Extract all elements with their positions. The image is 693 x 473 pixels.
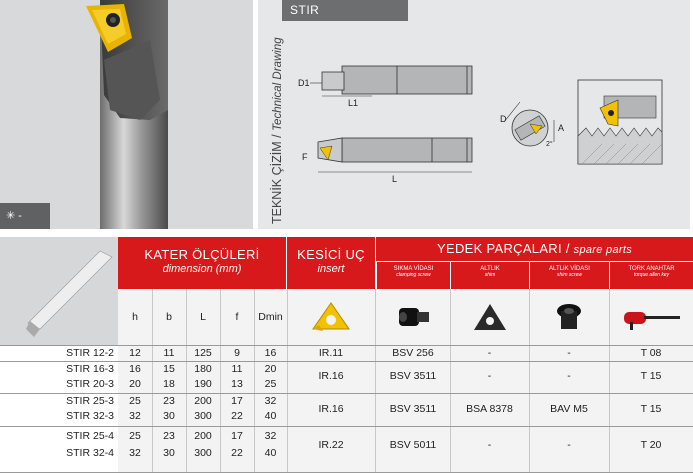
- cell-l: 200: [194, 430, 212, 442]
- col-h: h: [132, 311, 138, 323]
- cell-insert: IR.11: [318, 347, 344, 359]
- cell-b: 23: [163, 430, 175, 442]
- shim-header: ALTLIK shim: [450, 262, 529, 289]
- clamping-screw-icon: [376, 289, 450, 345]
- cell-f: 11: [231, 363, 243, 375]
- cell-l: 125: [194, 347, 212, 359]
- cell-b: 23: [163, 395, 175, 407]
- spark-icon: ✳: [6, 210, 16, 222]
- model-name: STIR 16-3: [66, 363, 114, 375]
- boring-bar-photo: [0, 0, 253, 229]
- technical-drawing-side-label: TEKNİK ÇİZİM / Technical Drawing: [270, 37, 284, 224]
- cell-l: 300: [194, 410, 212, 422]
- cell-dmin: 32: [264, 430, 277, 442]
- label-d: D: [500, 114, 507, 124]
- shim-screw-header: ALTLIK VİDASI shim screw: [529, 262, 609, 289]
- cell-shim-screw: BAV M5: [550, 403, 588, 415]
- cell-h: 32: [129, 447, 141, 459]
- cell-shim: -: [487, 347, 492, 359]
- cell-l: 180: [194, 363, 212, 375]
- cell-h: 20: [129, 378, 141, 390]
- cell-f: 17: [231, 395, 243, 407]
- product-photo: [0, 0, 253, 229]
- cell-key: T 20: [640, 439, 662, 451]
- cell-b: 18: [163, 378, 175, 390]
- cell-l: 300: [194, 447, 212, 459]
- cell-dmin: 25: [264, 378, 277, 390]
- cell-dmin: 40: [264, 447, 277, 459]
- model-name: STIR 25-4: [66, 430, 114, 442]
- cell-shim: -: [487, 439, 492, 451]
- cell-screw: BSV 256: [392, 347, 434, 359]
- cell-insert: IR.22: [318, 439, 344, 451]
- cell-key: T 08: [640, 347, 662, 359]
- cell-h: 16: [129, 363, 141, 375]
- col-dmin: Dmin: [258, 311, 283, 323]
- specification-table: [0, 237, 693, 473]
- cell-shim-screw: -: [567, 347, 571, 359]
- col-b: b: [166, 311, 172, 323]
- label-f: F: [302, 152, 308, 162]
- torque-key-header: TORK ANAHTAR torque allen key: [609, 262, 693, 289]
- col-f: f: [235, 311, 239, 323]
- shim-icon: [450, 289, 529, 345]
- cell-h: 12: [129, 347, 141, 359]
- label-a: A: [558, 123, 565, 133]
- cell-h: 25: [129, 395, 141, 407]
- cell-shim: BSA 8378: [466, 403, 513, 415]
- cell-b: 30: [163, 447, 175, 459]
- cell-key: T 15: [640, 370, 662, 382]
- cell-l: 200: [194, 395, 212, 407]
- cell-b: 15: [163, 363, 175, 375]
- cell-dmin: 40: [264, 410, 277, 422]
- cell-b: 11: [163, 347, 175, 359]
- label-d1: D1: [298, 78, 310, 88]
- insert-header: KESİCİ UÇ insert: [287, 237, 375, 289]
- spare-parts-header: YEDEK PARÇALARI / spare parts: [376, 237, 693, 261]
- cell-dmin: 20: [264, 363, 277, 375]
- cell-f: 9: [234, 347, 240, 359]
- label-l: L: [392, 174, 398, 184]
- technical-drawing-panel: [258, 0, 690, 229]
- cell-shim-screw: -: [567, 439, 571, 451]
- model-name: STIR 12-2: [66, 347, 114, 359]
- cell-screw: BSV 5011: [389, 439, 437, 451]
- cell-l: 190: [194, 378, 212, 390]
- torque-key-icon: [609, 289, 693, 345]
- model-name: STIR 32-4: [66, 447, 114, 459]
- dimensions-header: KATER ÖLÇÜLERİ dimension (mm): [118, 237, 286, 289]
- cell-key: T 15: [640, 403, 662, 415]
- cell-dmin: 32: [264, 395, 277, 407]
- cell-insert: IR.16: [318, 370, 344, 382]
- insert-icon: [287, 289, 375, 345]
- label-degree: 2°: [546, 141, 553, 148]
- tool-thumbnail: [0, 237, 118, 345]
- model-name: STIR 20-3: [66, 378, 114, 390]
- cell-h: 32: [129, 410, 141, 422]
- cell-f: 22: [231, 447, 243, 459]
- col-l: L: [200, 311, 206, 323]
- cell-dmin: 16: [264, 347, 277, 359]
- cell-f: 22: [231, 410, 243, 422]
- clamping-screw-header: SIKMA VİDASI clamping screw: [376, 262, 450, 289]
- cell-f: 13: [231, 378, 243, 390]
- cell-screw: BSV 3511: [389, 370, 437, 382]
- shim-screw-icon: [529, 289, 609, 345]
- technical-drawing: [282, 0, 690, 229]
- cell-f: 17: [231, 430, 243, 442]
- cell-shim-screw: -: [567, 370, 571, 382]
- cell-h: 25: [129, 430, 141, 442]
- model-name: STIR 25-3: [66, 395, 114, 407]
- drawing-title: STIR: [282, 0, 408, 21]
- label-l1: L1: [348, 98, 359, 108]
- cell-insert: IR.16: [318, 403, 344, 415]
- view-tag: ✳ -: [0, 203, 50, 229]
- cell-screw: BSV 3511: [389, 403, 437, 415]
- model-name: STIR 32-3: [66, 410, 114, 422]
- cell-b: 30: [163, 410, 175, 422]
- cell-shim: -: [487, 370, 492, 382]
